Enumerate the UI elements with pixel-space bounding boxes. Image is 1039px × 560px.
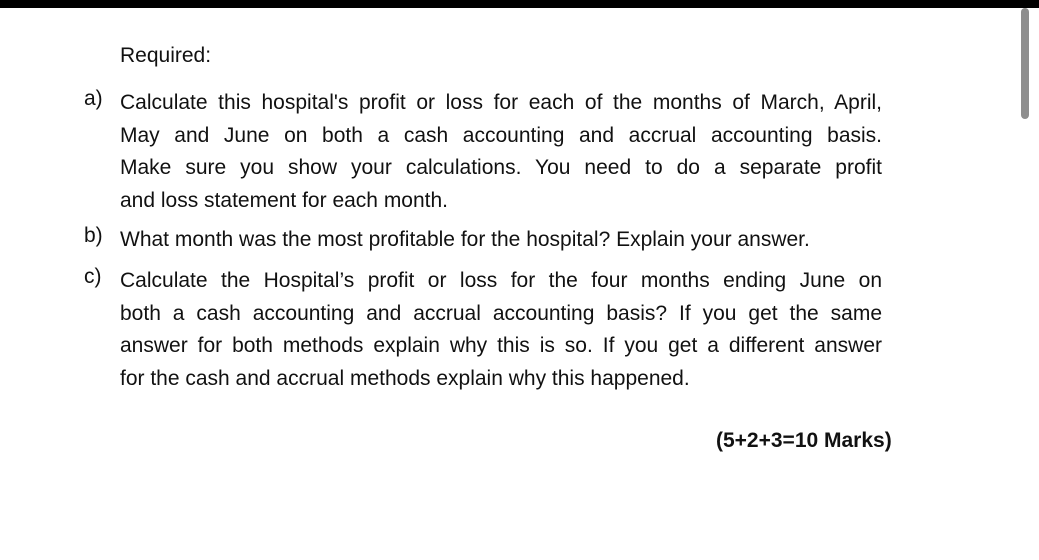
question-c [84,265,884,395]
question-line: for the cash and accrual methods explain why this happened. [120,366,690,390]
question-line: both a cash accounting and accrual accounting basis? If you get the same [120,301,882,325]
question-line: answer for both methods explain why this is so. If you get a different answer [120,334,882,357]
question-a [84,87,884,217]
question-line: Calculate the Hospital’s profit or loss for the four months ending June on [120,269,882,292]
scrollbar-thumb[interactable] [1021,8,1029,119]
section-heading: Required: [120,44,212,67]
question-text [120,87,882,217]
question-line: Make sure you show your calculations. You need to do a separate profit [120,156,882,179]
question-text [120,265,882,395]
top-bar [0,0,1039,8]
question-line: and loss statement for each month. [120,188,449,212]
question-b [84,224,884,257]
question-line: May and June on both a cash accounting and accrual accounting basis. [120,123,882,147]
question-line: Calculate this hospital's profit or loss for each of the months of March, April, [120,91,882,114]
question-label: a) [84,87,103,110]
marks-allocation: (5+2+3=10 Marks) [716,429,892,452]
question-label: c) [84,265,102,288]
question-line: What month was the most profitable for the hospital? Explain your answer. [120,228,810,251]
question-label: b) [84,224,103,247]
question-text [120,224,882,257]
